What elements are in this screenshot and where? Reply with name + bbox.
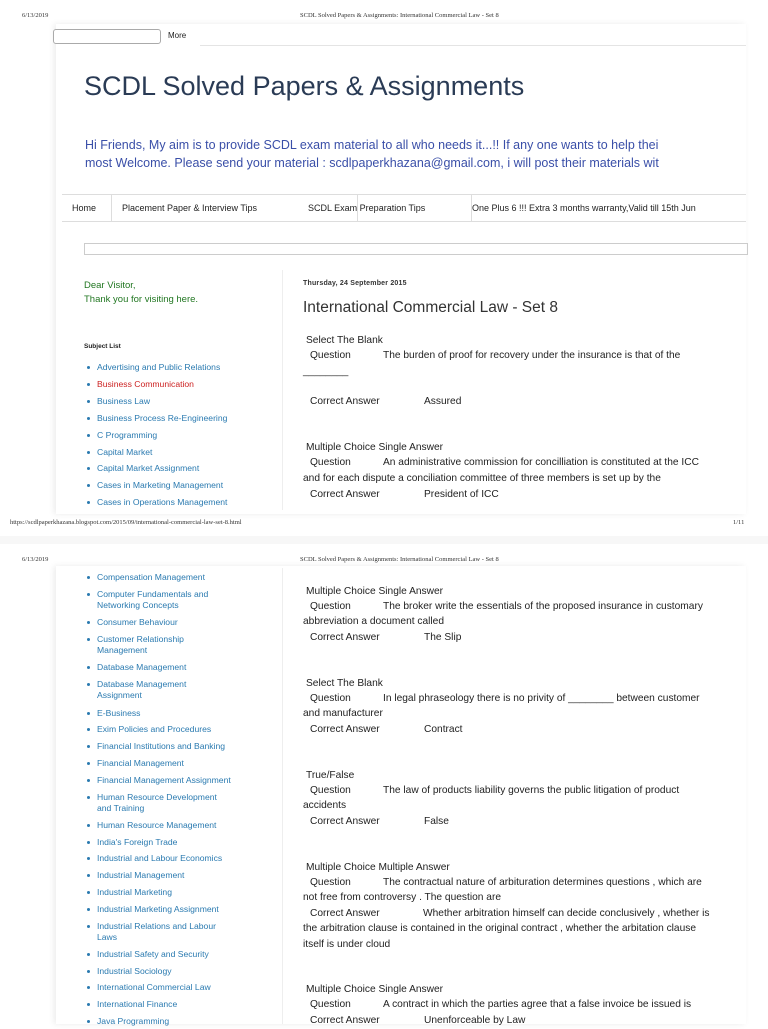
- subject-label: Assignment: [97, 690, 142, 700]
- page2-header-title: SCDL Solved Papers & Assignments: International Commercial Law - Set 8: [300, 556, 499, 563]
- subject-label: and Training: [97, 803, 145, 813]
- answer-label: Correct Answer: [310, 396, 380, 407]
- bullet-icon: [87, 762, 90, 765]
- question-label: Question: [310, 877, 351, 888]
- question-label: Question: [310, 350, 351, 361]
- page2-header-date: 6/13/2019: [22, 556, 49, 563]
- bullet-icon: [87, 891, 90, 894]
- tab-one-plus-6[interactable]: One Plus 6 !!! Extra 3 months warranty,Valid till 15th Jun: [472, 203, 696, 213]
- answer-text: The Slip: [424, 632, 462, 643]
- subject-label: C Programming: [97, 430, 158, 440]
- nav-tabs: [62, 194, 746, 222]
- bullet-icon: [87, 841, 90, 844]
- subject-label: Industrial Marketing: [97, 887, 172, 897]
- subject-label: International Commercial Law: [97, 982, 211, 992]
- tab-home[interactable]: Home: [62, 195, 112, 221]
- bullet-icon: [87, 908, 90, 911]
- bullet-icon: [87, 874, 90, 877]
- question-text: A contract in which the parties agree that a false invoice be issued is: [383, 999, 692, 1010]
- subject-label: Capital Market: [97, 447, 153, 457]
- answer-label: Correct Answer: [310, 908, 380, 919]
- column-divider-2: [282, 568, 283, 1024]
- bullet-icon: [87, 683, 90, 686]
- navbar-divider: [200, 45, 746, 46]
- subject-label: E-Business: [97, 708, 141, 718]
- subject-list-heading: Subject List: [84, 343, 121, 350]
- subject-label: Database Management: [97, 662, 187, 672]
- subject-label: Management: [97, 645, 148, 655]
- question-label: Question: [310, 457, 351, 468]
- subject-label: Consumer Behaviour: [97, 617, 178, 627]
- blogger-search-input[interactable]: [53, 29, 161, 44]
- subject-label: Industrial and Labour Economics: [97, 853, 223, 863]
- subject-label: Financial Management Assignment: [97, 775, 231, 785]
- column-divider: [282, 270, 283, 510]
- question-type: Multiple Choice Single Answer: [306, 984, 444, 995]
- subject-label: Cases in Marketing Management: [97, 480, 224, 490]
- blog-title[interactable]: SCDL Solved Papers & Assignments: [84, 71, 525, 101]
- subject-label: Human Resource Development: [97, 792, 217, 802]
- subject-label: Exim Policies and Procedures: [97, 724, 212, 734]
- bullet-icon: [87, 621, 90, 624]
- answer-label: Correct Answer: [310, 816, 380, 827]
- bullet-icon: [87, 417, 90, 420]
- post-date: Thursday, 24 September 2015: [303, 280, 407, 287]
- answer-label: Correct Answer: [310, 489, 380, 500]
- subject-label: Database Management: [97, 679, 187, 689]
- bullet-icon: [87, 857, 90, 860]
- subject-label: Human Resource Management: [97, 820, 217, 830]
- bullet-icon: [87, 779, 90, 782]
- subject-label: Capital Market Assignment: [97, 463, 200, 473]
- question-text: The contractual nature of arbituration determines questions , which are: [383, 877, 702, 888]
- question-type: Select The Blank: [306, 335, 383, 346]
- question-text-cont: and manufacturer: [303, 708, 383, 719]
- question-text: The law of products liability governs the public litigation of product: [383, 785, 680, 796]
- subject-label: Industrial Relations and Labour: [97, 921, 216, 931]
- question-text: In legal phraseology there is no privity of ________ between customer: [383, 693, 700, 704]
- subject-label: International Finance: [97, 999, 178, 1009]
- bullet-icon: [87, 728, 90, 731]
- page1-header-title: SCDL Solved Papers & Assignments: International Commercial Law - Set 8: [300, 12, 499, 19]
- question-text: The burden of proof for recovery under the insurance is that of the: [383, 350, 681, 361]
- answer-text-cont: the arbitration clause is contained in the original contract , whether the arbitation clause: [303, 923, 697, 934]
- question-text-cont: abbreviation a document called: [303, 616, 445, 627]
- page1-footer-url: https://scdlpaperkhazana.blogspot.com/2015/09/international-commercial-law-set-8.html: [10, 519, 242, 526]
- bullet-icon: [87, 484, 90, 487]
- bullet-icon: [87, 638, 90, 641]
- bullet-icon: [87, 593, 90, 596]
- answer-text: Assured: [424, 396, 462, 407]
- blog-description-line1: Hi Friends, My aim is to provide SCDL exam material to all who needs it...!! If any one wants to help thei: [85, 138, 659, 152]
- question-text-cont: accidents: [303, 800, 347, 811]
- answer-text-cont: itself is under cloud: [303, 939, 391, 950]
- bullet-icon: [87, 1003, 90, 1006]
- post-title[interactable]: International Commercial Law - Set 8: [303, 299, 559, 316]
- answer-text: Unenforceable by Law: [424, 1015, 526, 1026]
- question-type: Multiple Choice Single Answer: [306, 586, 444, 597]
- bullet-icon: [87, 576, 90, 579]
- question-type: Multiple Choice Multiple Answer: [306, 862, 450, 873]
- bullet-icon: [87, 501, 90, 504]
- question-label: Question: [310, 601, 351, 612]
- subject-label: Industrial Marketing Assignment: [97, 904, 219, 914]
- subject-label: Compensation Management: [97, 572, 205, 582]
- question-text: The broker write the essentials of the proposed insurance in customary: [383, 601, 703, 612]
- tab-placement-paper[interactable]: Placement Paper & Interview Tips: [112, 195, 358, 221]
- tab-exam-preparation[interactable]: SCDL Exam Preparation Tips: [298, 195, 472, 221]
- subject-label: Industrial Management: [97, 870, 185, 880]
- question-type: Multiple Choice Single Answer: [306, 442, 444, 453]
- bullet-icon: [87, 666, 90, 669]
- bullet-icon: [87, 434, 90, 437]
- subject-label: Laws: [97, 932, 118, 942]
- subject-label: Computer Fundamentals and: [97, 589, 209, 599]
- answer-label: Correct Answer: [310, 724, 380, 735]
- answer-text: Whether arbitration himself can decide conclusively , whether is: [423, 908, 710, 919]
- visitor-thanks: Thank you for visiting here.: [84, 294, 199, 305]
- subject-label: Cases in Operations Management: [97, 497, 228, 507]
- subject-label: Industrial Safety and Security: [97, 949, 209, 959]
- bullet-icon: [87, 796, 90, 799]
- bullet-icon: [87, 1020, 90, 1023]
- blog-description-line2: most Welcome. Please send your material : scdlpaperkhazana@gmail.com, i will post their materials wit: [85, 156, 659, 170]
- question-text: An administrative commission for concilliation is constituted at the ICC: [383, 457, 699, 468]
- bullet-icon: [87, 400, 90, 403]
- bullet-icon: [87, 953, 90, 956]
- page1-footer-page: 1/11: [733, 519, 745, 526]
- bullet-icon: [87, 925, 90, 928]
- more-button[interactable]: More: [168, 31, 187, 40]
- question-text-cont: and for each dispute a conciliation committee of three members is set up by the: [303, 473, 661, 484]
- question-label: Question: [310, 785, 351, 796]
- answer-label: Correct Answer: [310, 632, 380, 643]
- subject-label: India's Foreign Trade: [97, 837, 178, 847]
- bullet-icon: [87, 745, 90, 748]
- question-label: Question: [310, 693, 351, 704]
- visitor-greeting: Dear Visitor,: [84, 280, 136, 291]
- subject-label: Customer Relationship: [97, 634, 184, 644]
- bullet-icon: [87, 824, 90, 827]
- answer-text: False: [424, 816, 449, 827]
- question-text-cont: not free from controversy . The question are: [303, 892, 501, 903]
- content-search-strip[interactable]: [84, 243, 748, 255]
- bullet-icon: [87, 986, 90, 989]
- subject-label: Business Communication: [97, 379, 194, 389]
- bullet-icon: [87, 467, 90, 470]
- subject-label: Advertising and Public Relations: [97, 362, 221, 372]
- bullet-icon: [87, 366, 90, 369]
- question-type: True/False: [306, 770, 355, 781]
- answer-label: Correct Answer: [310, 1015, 380, 1026]
- subject-label: Java Programming: [97, 1016, 170, 1026]
- question-label: Question: [310, 999, 351, 1010]
- page-break: [0, 536, 768, 544]
- subject-label: Business Law: [97, 396, 151, 406]
- bullet-icon: [87, 970, 90, 973]
- subject-label: Financial Management: [97, 758, 184, 768]
- bullet-icon: [87, 383, 90, 386]
- question-type: Select The Blank: [306, 678, 383, 689]
- page1-header-date: 6/13/2019: [22, 12, 49, 19]
- subject-label: Business Process Re-Engineering: [97, 413, 228, 423]
- bullet-icon: [87, 712, 90, 715]
- subject-label: Financial Institutions and Banking: [97, 741, 226, 751]
- question-text-cont: ________: [303, 366, 349, 377]
- answer-text: President of ICC: [424, 489, 499, 500]
- answer-text: Contract: [424, 724, 463, 735]
- bullet-icon: [87, 451, 90, 454]
- subject-label: Networking Concepts: [97, 600, 179, 610]
- subject-label: Industrial Sociology: [97, 966, 172, 976]
